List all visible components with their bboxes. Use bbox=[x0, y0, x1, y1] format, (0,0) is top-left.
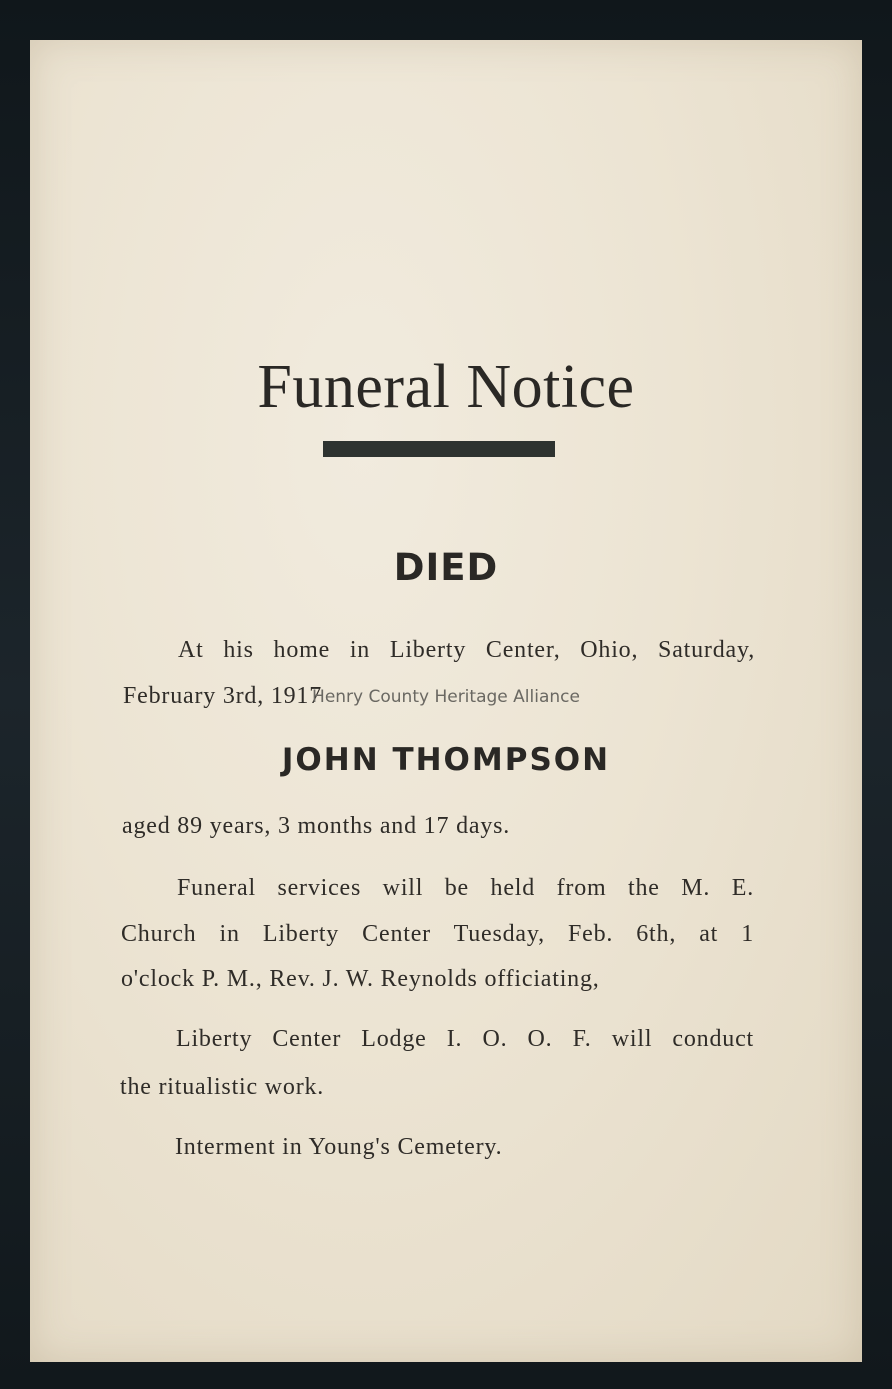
interment-line: Interment in Young's Cemetery. bbox=[175, 1134, 503, 1160]
death-date-line: February 3rd, 1917 bbox=[123, 683, 323, 709]
services-line-3: o'clock P. M., Rev. J. W. Reynolds officiating, bbox=[121, 966, 600, 992]
age-line: aged 89 years, 3 months and 17 days. bbox=[122, 813, 511, 839]
funeral-notice-card bbox=[30, 40, 862, 1362]
lodge-line-2: the ritualistic work. bbox=[120, 1074, 325, 1100]
services-line-2: Church in Liberty Center Tuesday, Feb. 6th, at 1 bbox=[121, 921, 754, 947]
title-divider-bar bbox=[323, 441, 555, 457]
services-line-1: Funeral services will be held from the M. E. bbox=[177, 875, 754, 901]
death-place-line: At his home in Liberty Center, Ohio, Saturday, bbox=[178, 637, 755, 663]
deceased-name: JOHN THOMPSON bbox=[281, 742, 611, 778]
watermark-text: Henry County Heritage Alliance bbox=[312, 687, 580, 707]
notice-title: Funeral Notice bbox=[257, 353, 635, 421]
died-heading: DIED bbox=[393, 546, 499, 589]
lodge-line-1: Liberty Center Lodge I. O. O. F. will conduct bbox=[176, 1026, 754, 1052]
